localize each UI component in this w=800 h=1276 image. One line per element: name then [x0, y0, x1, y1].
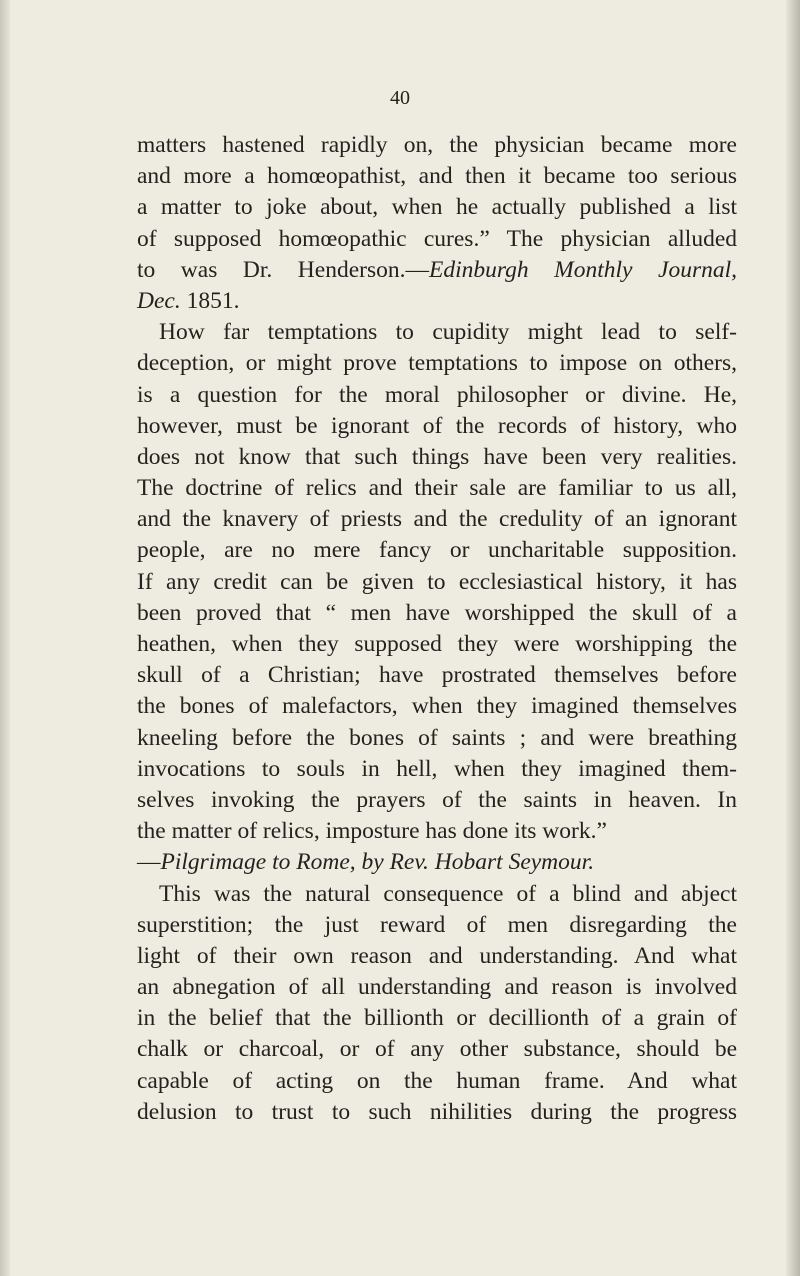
text-line: the bones of malefactors, when they imagined themselves: [137, 693, 737, 720]
citation-dash: —: [137, 849, 161, 876]
text-line: of supposed homœopathic cures.” The physician alluded: [137, 225, 737, 252]
text-line: an abnegation of all understanding and reason is involved: [137, 974, 737, 1001]
text-line: light of their own reason and understanding. And what: [137, 942, 737, 969]
text-line: and more a homœopathist, and then it became too serious: [137, 163, 737, 190]
text-line: kneeling before the bones of saints ; and were breathing: [137, 724, 737, 751]
citation-line: [137, 255, 737, 286]
text-line: been proved that “ men have worshipped the skull of a: [137, 599, 737, 626]
citation-author: to was Dr. Henderson.—: [137, 256, 429, 283]
text-line: deception, or might prove temptations to impose on others,: [137, 350, 737, 377]
journal-title: Edinburgh Monthly Journal,: [428, 256, 737, 283]
text-line: selves invoking the prayers of the saints in heaven. In: [137, 786, 737, 813]
page-left-edge: [0, 0, 10, 1276]
text-line: delusion to trust to such nihilities during the progress: [137, 1098, 737, 1125]
citation-year: 1851.: [180, 287, 240, 314]
text-line: the matter of relics, imposture has done its work.”: [137, 818, 607, 845]
citation-line: [137, 847, 737, 878]
body-text: [137, 130, 737, 1128]
text-line: and the knavery of priests and the credulity of an ignorant: [137, 506, 737, 533]
book-title: Pilgrimage to Rome, by Rev. Hobart Seymour.: [160, 849, 595, 876]
text-line: is a question for the moral philosopher or divine. He,: [137, 381, 737, 408]
text-line: heathen, when they supposed they were worshipping the: [137, 631, 737, 657]
text-line: a matter to joke about, when he actually published a list: [137, 194, 737, 221]
paragraph-start-line: How far temptations to cupidity might lead to self-: [159, 319, 737, 346]
text-line: skull of a Christian; have prostrated themselves before: [137, 662, 737, 689]
text-line: The doctrine of relics and their sale are familiar to us all,: [137, 475, 737, 502]
text-line: If any credit can be given to ecclesiastical history, it has: [137, 568, 737, 595]
citation-month: Dec.: [137, 287, 181, 314]
text-line: in the belief that the billionth or decillionth of a grain of: [137, 1005, 737, 1032]
text-line: capable of acting on the human frame. And what: [137, 1067, 737, 1094]
text-line: however, must be ignorant of the records of history, who: [137, 412, 737, 439]
text-line: does not know that such things have been very realities.: [137, 443, 737, 470]
page-right-edge: [786, 0, 800, 1276]
text-line: chalk or charcoal, or of any other substance, should be: [137, 1036, 737, 1063]
text-line: invocations to souls in hell, when they imagined them-: [137, 755, 737, 782]
text-line: people, are no mere fancy or uncharitable supposition.: [137, 537, 737, 564]
paragraph-start-line: This was the natural consequence of a blind and abject: [159, 880, 737, 907]
text-line: matters hastened rapidly on, the physician became more: [137, 132, 737, 158]
page-number: 40: [390, 87, 410, 109]
text-line: superstition; the just reward of men disregarding the: [137, 911, 737, 938]
citation-date-line: [137, 286, 737, 317]
